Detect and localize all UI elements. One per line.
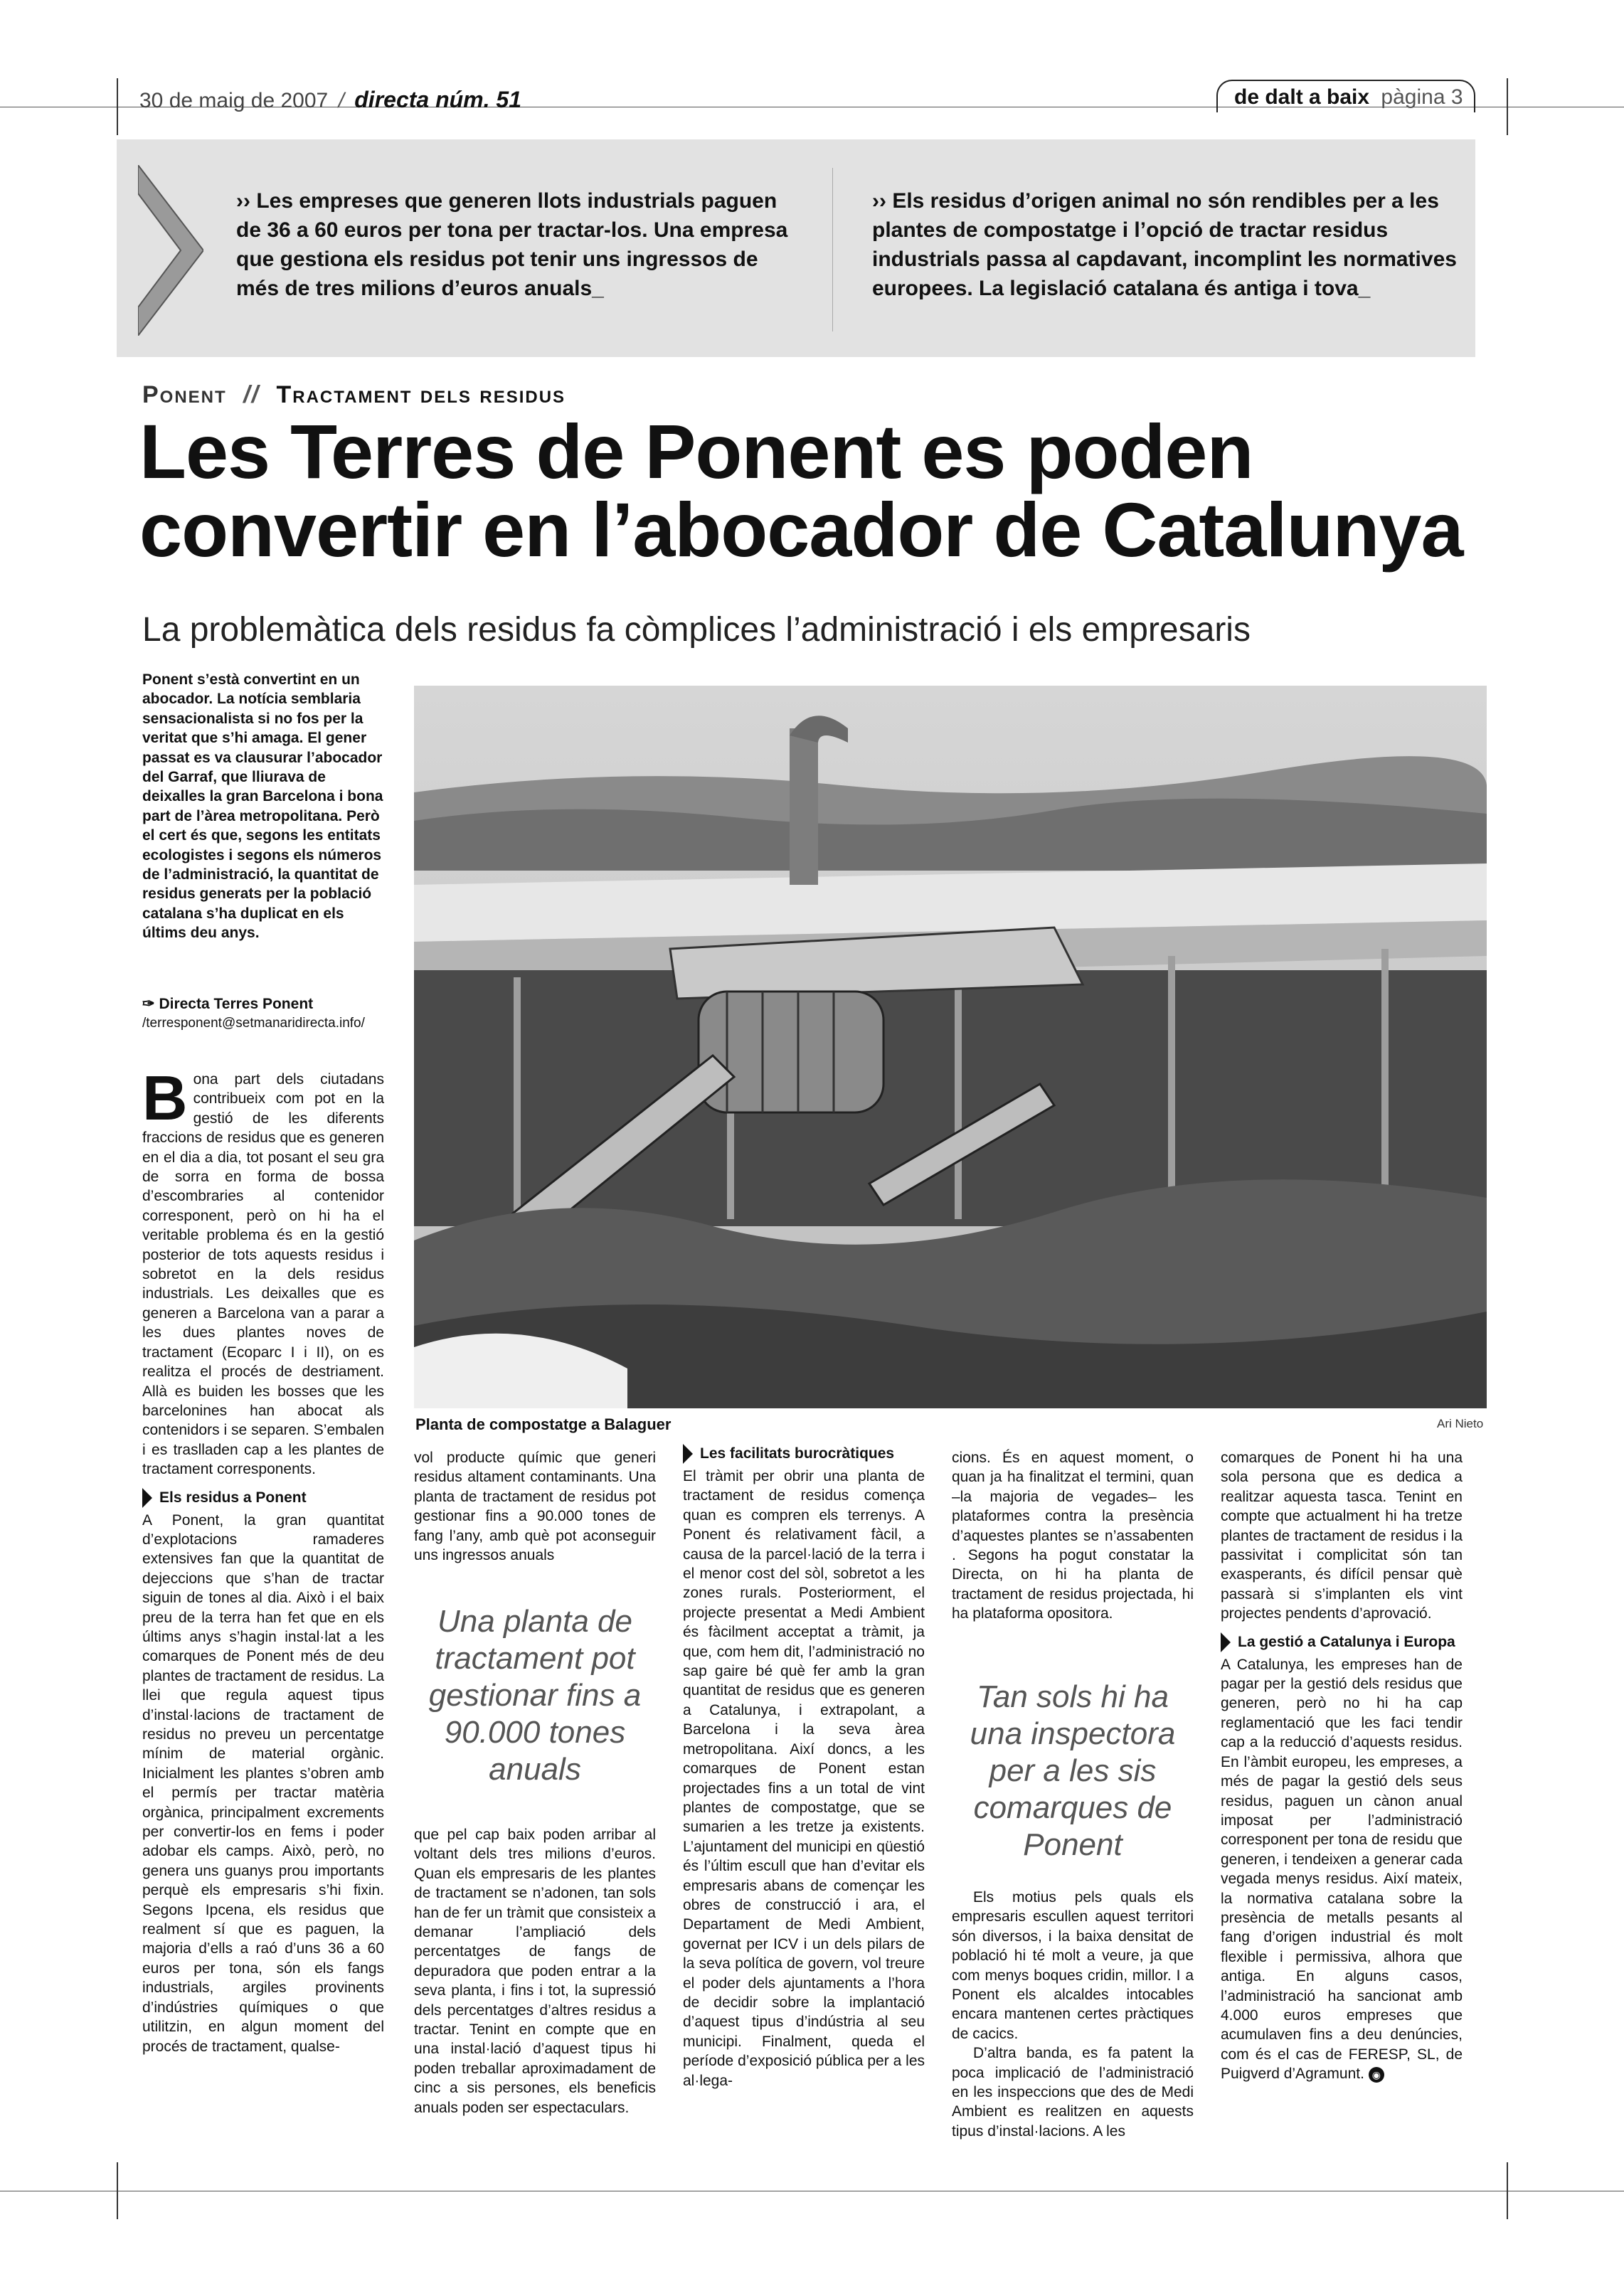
col3-subtitle <box>683 1444 925 1464</box>
photo-credit: Ari Nieto <box>1437 1417 1484 1430</box>
crop-mark-bottom-right <box>1507 2162 1508 2219</box>
col1-paragraph-1 <box>142 1063 384 1479</box>
crop-mark-left <box>117 78 118 135</box>
summary-divider <box>832 168 833 331</box>
section-tag <box>142 381 566 409</box>
issue-number: directa núm. 51 <box>354 87 521 112</box>
column-4 <box>952 1448 1194 1624</box>
byline-author-row <box>142 994 384 1014</box>
summary-left: ›› Les empreses que generen llots industrials paguen de 36 a 60 euros per tona per tractar-los. Una empresa que gestiona els residus pot tenir uns ingressos de més de tres milions d’euros anuals_ <box>236 189 788 300</box>
col3-subtitle-text: Les facilitats burocràtiques <box>700 1445 895 1462</box>
summary-box <box>117 139 1475 357</box>
page-number: pàgina 3 <box>1381 85 1463 109</box>
column-2-continued <box>414 1825 656 2117</box>
triangle-bullet-icon <box>142 1488 152 1508</box>
pull-quote-2: Tan sols hi ha una inspectora per a les sis comarques de Ponent <box>970 1679 1176 1862</box>
crop-mark-right <box>1507 78 1508 135</box>
column-4-continued <box>952 1888 1194 2141</box>
col5-paragraph-2 <box>1221 1655 1463 2084</box>
column-3 <box>683 1444 925 2090</box>
tag-region: Ponent <box>142 381 227 408</box>
col1-subtitle-text: Els residus a Ponent <box>159 1489 307 1506</box>
col5-paragraph-1: comarques de Ponent hi ha una sola persona que es dedica a realitzar aquesta tasca. Tenint en compte que actualment hi ha tretze plantes de tractament de residus i la passivitat i complicitat són tan exasperants, és difícil pensar què passarà si s’implanten els vint projectes pendents d’aprovació. <box>1221 1450 1463 1622</box>
page-header-right <box>1234 85 1463 110</box>
triangle-bullet-icon <box>683 1444 693 1464</box>
headline-line-2: convertir en l’abocador de Catalunya <box>139 487 1463 573</box>
page-header-left <box>139 87 521 113</box>
tag-separator: // <box>243 381 260 408</box>
header-separator: / <box>338 89 344 112</box>
chevron-arrow-icon <box>138 165 203 336</box>
col1-subtitle <box>142 1488 384 1508</box>
column-2 <box>414 1448 656 1565</box>
col4-paragraph-2: Els motius pels quals els empresaris escullen aquest territori són diversos, i la baixa densitat de població hi té molt a veure, ja que com menys boques cridin, millor. I a Ponent els alcaldes intocables encara mantenen certes pràctiques de cacics. <box>952 1889 1194 2042</box>
issue-date: 30 de maig de 2007 <box>139 89 329 112</box>
col3-paragraph-1: El tràmit per obrir una planta de tractament de residus comença quan es compren els terrenys. A Ponent és relativament fàcil, a causa de la parcel·lació de la terra i el menor cost del sòl, sobretot a les zones rurals. Posteriorment, el projecte presentat a Medi Ambient és fàcilment acceptat a tràmit, ja que, com hem dit, l’administració no sap gaire bé què fer amb la gran quantitat de residus que es generen a Catalunya, i extrapolant, a Barcelona i la seva àrea metropolitana. Així doncs, a les comarques de Ponent estan projectades fins a un total de vint plantes de compostatge, que se sumarien a les tretze ja existents. L’ajuntament del municipi en qüestió és l’últim escull que han d’evitar els empresaris abans de començar les obres de construcció i ara, el Departament de Medi Ambient, governat per ICV i un dels pilars de la seva política de govern, vol treure el poder dels ajuntaments a l’hora de decidir sobre la implantació d’aquest tipus d’indústria al seu municipi. Finalment, queda el període d’exposició pública per a les al·lega- <box>683 1468 925 2089</box>
col5-subtitle <box>1221 1632 1463 1652</box>
col4-paragraph-1: cions. És en aquest moment, o quan ja ha finalitzat el termini, quan –la majoria de vegades– les plataformes contra la presència d’aquestes plantes se n’assabenten . Segons ha pogut constatar la Directa, on hi ha planta de tractament de residus projectada, hi ha plataforma opositora. <box>952 1450 1194 1622</box>
photo-caption: Planta de compostatge a Balaguer <box>415 1415 672 1433</box>
article-photo <box>414 686 1487 1408</box>
headline <box>139 408 1491 573</box>
drop-cap: B <box>142 1063 188 1133</box>
lead-paragraph: Ponent s’està convertint en un abocador. La notícia semblaria sensacionalista si no fos per la veritat que s’hi amaga. El gener passat es va clausurar l’abocador del Garraf, que lliurava de deixalles la gran Barcelona i bona part de l’àrea metropolitana. Però el cert és que, segons les entitats ecologistes i segons els números de l’administració, la quantitat de residus generats per la població catalana s’ha duplicat en els últims deu anys. <box>142 671 383 942</box>
pull-quote-1: Una planta de tractament pot gestionar fins a 90.000 tones anuals <box>428 1604 642 1787</box>
crop-mark-bottom-left <box>117 2162 118 2219</box>
byline-author: Directa Terres Ponent <box>159 996 314 1012</box>
compost-plant-image <box>414 686 1487 1408</box>
byline-email: /terresponent@setmanaridirecta.info/ <box>142 1016 365 1031</box>
col2-paragraph-2: que pel cap baix poden arribar al voltant dels tres milions d’euros. Quan els empresaris de les plantes de tractament se n’adonen, tan sols han de fer un tràmit que consisteix a demanar l’ampliació dels percentatges de fangs de depuradora que poden entrar a la seva planta, i fins i tot, la supressió dels percentatges d’altres residus a tractar. Tenint en compte que en una instal·lació d’aquest tipus hi poden treballar aproximadament de cinc a sis persones, els beneficis anuals poden ser espectaculars. <box>414 1827 656 2116</box>
section-name: de dalt a baix <box>1234 85 1370 109</box>
col2-paragraph-1: vol producte químic que generi residus altament contaminants. Una planta de tractament de residus pot gestionar fins a 90.000 tones de fang l’any, amb què pot aconseguir uns ingressos anuals <box>414 1450 656 1564</box>
tag-topic: Tractament dels residus <box>276 381 566 408</box>
summary-right: ›› Els residus d’origen animal no són rendibles per a les plantes de compostatge i l’opció de tractar residus industrials passa al capdavant, incomplint les normatives europees. La legislació catalana és antiga i tova_ <box>872 189 1457 300</box>
subheadline: La problemàtica dels residus fa còmplices l’administració i els empresaris <box>142 611 1251 649</box>
col1-text-1: ona part dels ciutadans contribueix com pot en la gestió de les diferents fraccions de residus que es generen en el dia a dia, tot posant el seu gra de sorra en forma de bossa d’escombraries al contenidor corresponent, però on hi ha el veritable problema és en la gestió posterior de tots aquests residus i sobretot en la dels residus industrials. Les deixalles que es generen a Barcelona van a parar a les dues plantes noves de tractament (Ecoparc I i II), on es realitza el procés de destriament. Allà es buiden les bosses que les barcelonines han abocat als contenidors i se separen. S’embalen i es traslladen cap a les plantes de tractament corresponents. <box>142 1071 384 1478</box>
headline-line-1: Les Terres de Ponent es poden <box>139 408 1253 494</box>
col4-paragraph-3: D’altra banda, es fa patent la poca implicació de l’administració en les inspeccions que des de Medi Ambient es realitzen en aquests tipus d’instal·lacions. A les <box>952 2045 1194 2140</box>
byline <box>142 994 384 1033</box>
triangle-bullet-icon <box>1221 1632 1231 1652</box>
col5-text-2: A Catalunya, les empreses han de pagar per la gestió dels residus que generen, però no hi ha cap reglamentació que les faci tendir cap a la reducció d’aquests residus. En l’àmbit europeu, les empreses, a més de pagar la gestió dels seus residus, paguen un cànon anual imposat per l’administració corresponent per tona de residu que generen, i tendeixen a generar cada vegada menys residus. Així mateix, la normativa catalana sobre la presència de metalls pesants al fang d’origen industrial és molt flexible i permissiva, alhora que antiga. En alguns casos, l’administració ha sancionat amb 4.000 euros empreses que acumulaven fins a deu denúncies, com és el cas de FERESP, SL, de Puigverd d’Agramunt. <box>1221 1656 1463 2083</box>
column-5 <box>1221 1448 1463 2084</box>
col5-subtitle-text: La gestió a Catalunya i Europa <box>1238 1633 1455 1650</box>
column-1 <box>142 1063 384 2056</box>
end-mark-icon: ◉ <box>1369 2067 1384 2083</box>
pen-icon: ✑ <box>142 996 155 1012</box>
col1-paragraph-2: A Ponent, la gran quantitat d’explotacions ramaderes extensives fan que la quantitat de dejeccions que s’han de tractar siguin de tones al dia. Això i el baix preu de la terra han fet que en els últims anys s’hagin instal·lat a les comarques de Ponent més de deu plantes de tractament de residus. La llei que regula aquest tipus d’instal·lacions de tractament de residus no preveu un percentatge mínim de material orgànic. Inicialment les plantes s’obren amb el permís per tractar matèria orgànica, principalment excrements per convertir-los en fems i poder adobar els camps. Això, però, no genera uns guanys prou importants perquè els empresaris s’hi fixin. Segons Ipcena, els residus que realment sí que es paguen, la majoria d’ells a raó d’uns 36 a 60 euros per tona, són els fangs industrials, argiles provinents d’indústries químiques o que utilitzin, en algun moment del procés de tractament, qualse- <box>142 1511 384 2055</box>
